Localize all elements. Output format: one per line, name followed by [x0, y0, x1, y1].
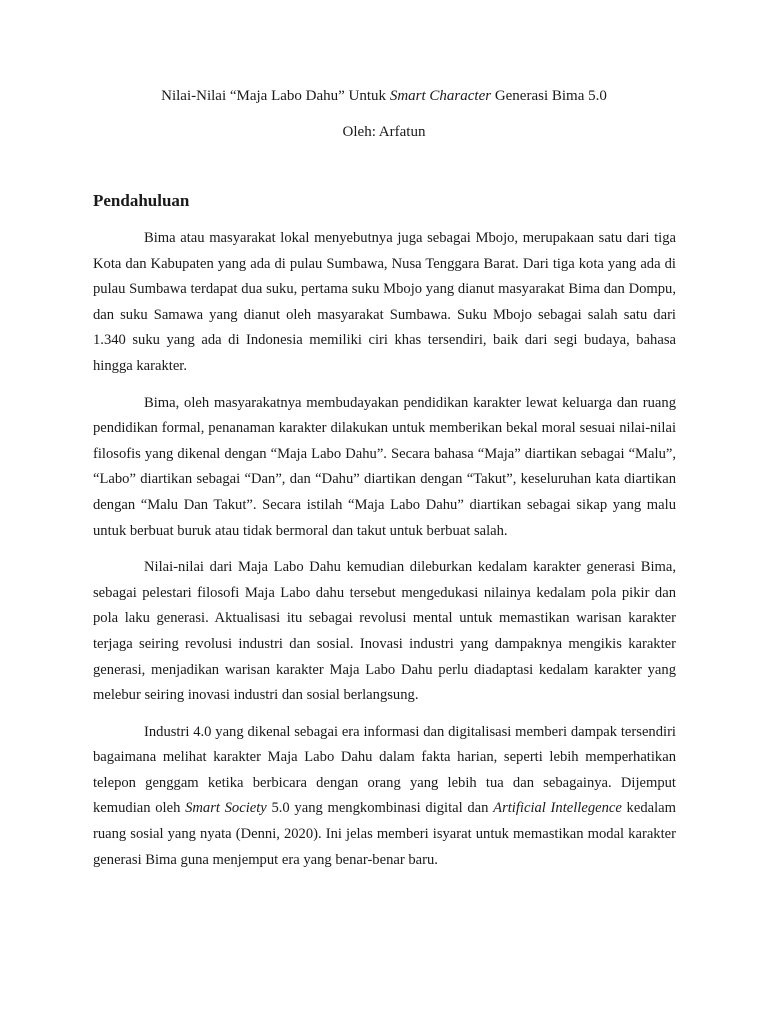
title-text-end: Generasi Bima 5.0: [491, 88, 607, 104]
paragraph-1: Bima atau masyarakat lokal menyebutnya juga sebagai Mbojo, merupakaan satu dari tiga Kota dan Kabupaten yang ada di pulau Sumbawa, Nusa Tenggara Barat. Dari tiga kota yang ada di pulau Sumbawa terdapat dua suku, pertama suku Mbojo yang dianut masyarakat Bima dan Dompu, dan suku Samawa yang dianut oleh masyarakat Sumbawa. Suku Mbojo sebagai salah satu dari 1.340 suku yang ada di Indonesia memiliki ciri khas tersendiri, baik dari segi budaya, bahasa hingga karakter.: [93, 230, 676, 374]
body-text: [93, 226, 676, 873]
paragraph-4: [93, 720, 676, 874]
paragraph-4-italic-ai: Artificial Intellegence: [493, 800, 622, 817]
section-heading: Pendahuluan: [93, 191, 190, 210]
paragraph-4-italic-smart-society: Smart Society: [185, 800, 267, 817]
author-line: Oleh: Arfatun: [342, 124, 426, 140]
title-text-italic: Smart Character: [389, 88, 492, 104]
paragraph-4-text-a: Industri 4.0 yang dikenal sebagai era informasi dan digitalisasi memberi dampak tersendiri bagaimana melihat karakter Maja Labo Dahu dalam fakta harian, seperti lebih memperhatikan telepon genggam ketika berbicara dengan orang yang lebih tua dan sebagainya. Dijemput kemudian oleh: [93, 723, 676, 817]
paragraph-2: Bima, oleh masyarakatnya membudayakan pendidikan karakter lewat keluarga dan ruang pendidikan formal, penanaman karakter dilakukan untuk memberikan bekal moral sesuai nilai-nilai filosofis yang dikenal dengan “Maja Labo Dahu”. Secara bahasa “Maja” diartikan sebagai “Malu”, “Labo” diartikan sebagai “Dan”, dan “Dahu” diartikan dengan “Takut”, keseluruhan kata diartikan dengan “Malu Dan Takut”. Secara istilah “Maja Labo Dahu” diartikan sebagai sikap yang malu untuk berbuat buruk atau tidak bermoral dan takut untuk berbuat salah.: [93, 394, 676, 539]
title-text-start: Nilai-Nilai “Maja Labo Dahu” Untuk: [161, 88, 390, 104]
paragraph-3: Nilai-nilai dari Maja Labo Dahu kemudian dileburkan kedalam karakter generasi Bima, sebagai pelestari filosofi Maja Labo dahu tersebut mengedukasi nilainya kedalam pola pikir dan pola laku generasi. Aktualisasi itu sebagai revolusi mental untuk memastikan warisan karakter terjaga seiring revolusi industri dan sosial. Inovasi industri yang dampaknya mengikis karakter generasi, menjadikan warisan karakter Maja Labo Dahu perlu diadaptasi kedalam karakter yang melebur seiring inovasi industri dan sosial berlangsung.: [93, 559, 676, 704]
document-title: [0, 86, 768, 106]
paragraph-4-text-c: kedalam ruang sosial yang nyata (Denni, 2020). Ini jelas memberi isyarat untuk memastikan modal karakter generasi Bima guna menjemput era yang benar-benar baru.: [93, 800, 676, 868]
paragraph-4-text-b: 5.0 yang mengkombinasi digital dan: [266, 800, 494, 817]
